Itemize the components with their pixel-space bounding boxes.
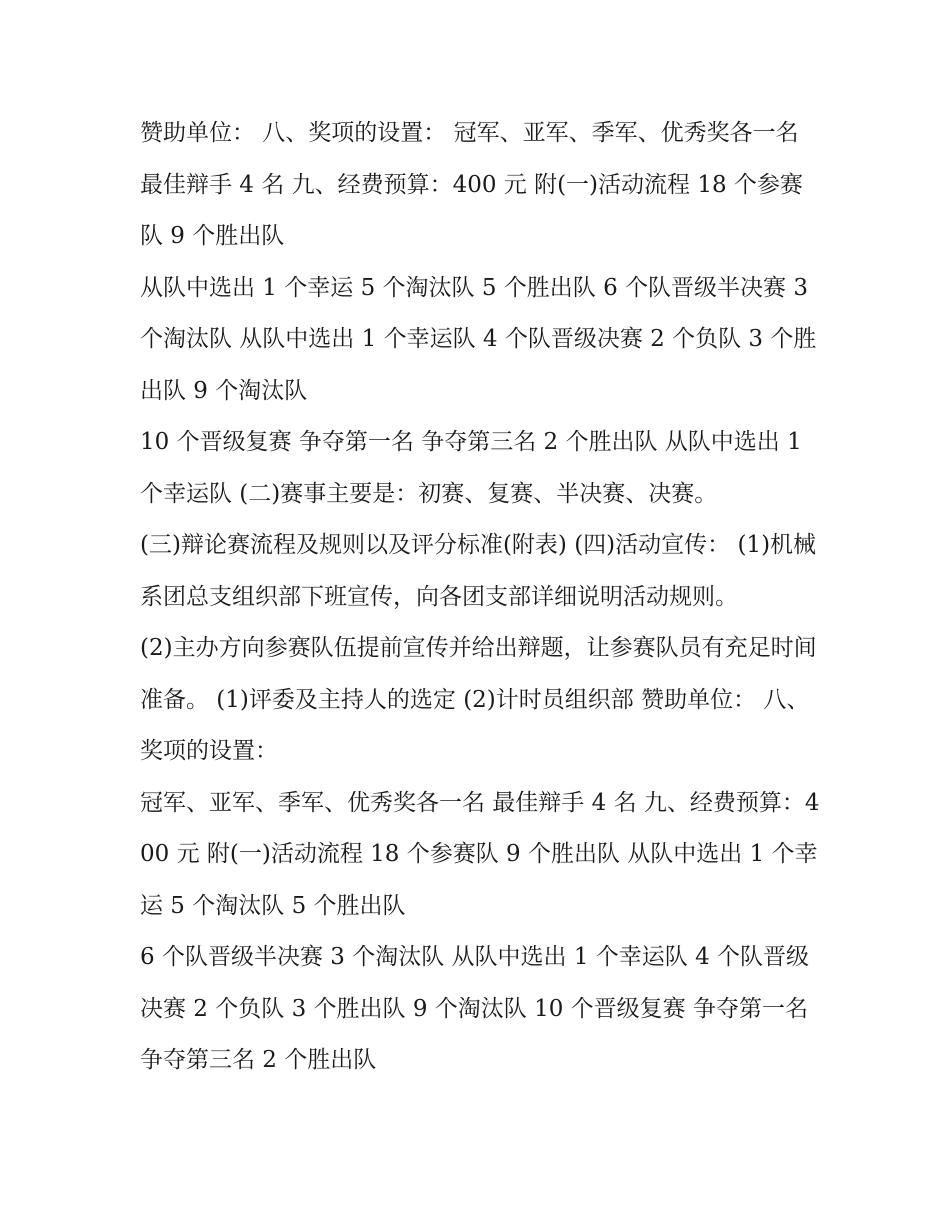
paragraph-5: (2)主办方向参赛队伍提前宣传并给出辩题，让参赛队员有充足时间准备。 (1)评委及主持人的选定 (2)计时员组织部 赞助单位： 八、奖项的设置： [140,635,817,764]
paragraph-6: 冠军、亚军、季军、优秀奖各一名 最佳辩手 4 名 九、经费预算：400 元 附(一)活动流程 18 个参赛队 9 个胜出队 从队中选出 1 个幸运 5 个淘汰队 5 个胜出队 [140,789,820,919]
paragraph-1: 赞助单位： 八、奖项的设置： 冠军、亚军、季军、优秀奖各一名 最佳辩手 4 名 九、经费预算：400 元 附(一)活动流程 18 个参赛队 9 个胜出队 [140,120,803,249]
paragraph-3: 10 个晋级复赛 争夺第一名 争夺第三名 2 个胜出队 从队中选出 1 个幸运队 (二)赛事主要是：初赛、复赛、半决赛、决赛。 [140,429,802,507]
paragraph-2: 从队中选出 1 个幸运 5 个淘汰队 5 个胜出队 6 个队晋级半决赛 3 个淘汰队 从队中选出 1 个幸运队 4 个队晋级决赛 2 个负队 3 个胜出队 9 个淘汰队 [140,274,817,404]
document-body [140,108,820,1087]
paragraph-7: 6 个队晋级半决赛 3 个淘汰队 从队中选出 1 个幸运队 4 个队晋级决赛 2 个负队 3 个胜出队 9 个淘汰队 10 个晋级复赛 争夺第一名 争夺第三名 2 个胜出队 [140,944,810,1073]
paragraph-4: (三)辩论赛流程及规则以及评分标准(附表) (四)活动宣传： (1)机械系团总支组织部下班宣传，向各团支部详细说明活动规则。 [140,532,817,610]
